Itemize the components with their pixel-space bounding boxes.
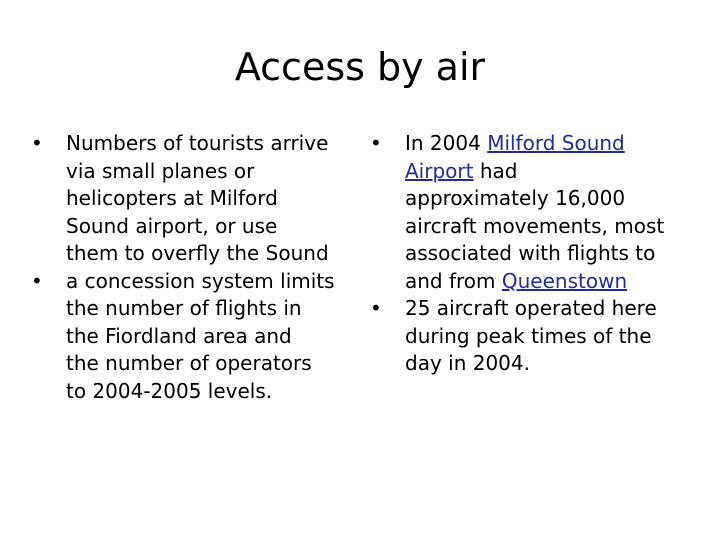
left-bullet-list (28, 130, 363, 405)
right-bullet-list (367, 130, 697, 378)
bullet-text-line: them to overfly the Sound (66, 241, 329, 265)
bullet-item-concession (28, 268, 363, 406)
bullet-text-line: the number of operators (66, 351, 312, 375)
bullet-icon: • (370, 296, 382, 320)
bullet-text: and from (405, 268, 502, 293)
bullet-item-airport-movements (367, 130, 697, 295)
bullet-text-line: to 2004-2005 levels. (66, 378, 273, 403)
bullet-text-line: Numbers of tourists arrive (66, 131, 329, 155)
bullet-icon: • (370, 131, 382, 155)
bullet-text: In 2004 (405, 131, 488, 155)
bullet-text-line (405, 158, 697, 186)
bullet-text-line: a concession system limits (66, 268, 335, 293)
bullet-text: had (473, 158, 518, 183)
bullet-icon: • (31, 268, 43, 293)
bullet-text-line: associated with flights to (405, 241, 656, 265)
milford-sound-airport-link[interactable]: Milford Sound (487, 131, 625, 155)
slide-title: Access by air (234, 45, 486, 89)
bullet-text-line: Sound airport, or use (66, 213, 278, 238)
bullet-text-line: helicopters at Milford (66, 186, 278, 210)
queenstown-link[interactable]: Queenstown (501, 268, 628, 293)
bullet-text-line: approximately 16,000 (405, 186, 626, 210)
bullet-text-line (405, 130, 697, 158)
bullet-text-line: the Fiordland area and (66, 323, 292, 348)
milford-sound-airport-link-cont[interactable]: Airport (405, 158, 474, 183)
bullet-text-line: during peak times of the (405, 323, 652, 348)
bullet-icon: • (31, 131, 43, 155)
bullet-text-line (405, 268, 697, 296)
bullet-item-aircraft-count (367, 295, 697, 378)
bullet-text-line: aircraft movements, most (405, 213, 665, 238)
bullet-text-line: 25 aircraft operated here (405, 296, 657, 320)
bullet-text-line: day in 2004. (405, 351, 530, 375)
bullet-text-line: the number of flights in (66, 296, 302, 320)
bullet-item-tourists (28, 130, 363, 268)
bullet-text-line: via small planes or (66, 158, 255, 183)
